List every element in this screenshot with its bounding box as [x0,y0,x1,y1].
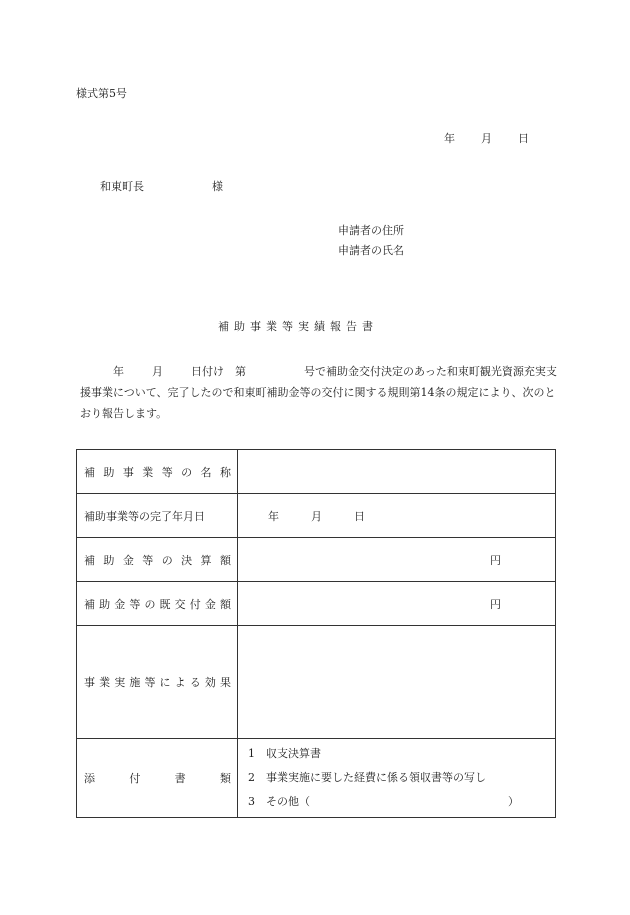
label-char: 等 [142,553,154,567]
label-char: よ [174,676,186,689]
label-char: 補 [84,553,95,567]
label-char: 事 [84,676,95,689]
label-char: 効 [204,676,216,689]
applicant-name-label: 申請者の氏名 [338,244,404,257]
attachment-item: 1 収支決算書 [248,747,321,760]
label-char: 算 [200,553,212,567]
label-char: 決 [181,553,193,567]
addressee-honorific: 様 [212,180,223,193]
value-settlement-amount[interactable] [238,538,556,582]
label-char: 助 [103,465,115,479]
label-char: 金 [114,597,126,611]
label-char: 額 [219,597,231,611]
date-month: 月 [481,132,492,145]
body-dated: 日付け 第 [191,365,246,378]
attach-char: 添 [84,772,95,785]
attachment-item: 2 事業実施に要した経費に係る領収書等の写し [248,771,486,784]
body-main-text: 号で補助金交付決定のあった和束町観光資源充実支援事業について、完了したので和東町補助金等の交付に関する規則第14条の規定により、次のとおり報告します。 [80,365,557,420]
label-char: 等 [144,676,156,689]
date-year: 年 [444,132,455,145]
label-char: 事 [122,465,134,479]
label-char: の [161,553,173,567]
value-completion-date[interactable] [238,494,556,538]
report-table [76,449,556,818]
table-row [77,450,556,494]
spread-label [84,464,237,480]
label-char: 補 [84,597,95,611]
value-paid-amount[interactable] [238,582,556,626]
value-attachments [238,739,556,818]
label-char: 既 [159,597,171,611]
attach-char: 書 [174,772,186,785]
form-number: 様式第5号 [76,87,127,100]
label-char: の [181,465,193,479]
label-char: 金 [204,597,216,611]
label-completion-date: 補助事業等の完了年月日 [77,494,238,538]
date-day: 日 [518,132,529,145]
label-char: 額 [219,553,231,567]
yen-unit: 円 [490,553,501,567]
spread-label [84,596,237,612]
label-char: 補 [84,465,95,479]
table-row [77,626,556,739]
label-paid-amount [77,582,238,626]
attach-char: 付 [129,772,141,785]
document-title: 補助事業等実績報告書 [218,320,378,333]
label-settlement-amount [77,538,238,582]
label-char: 等 [129,597,141,611]
label-char: 助 [103,553,115,567]
label-attachments [77,739,238,818]
label-char: 果 [219,676,231,689]
label-char: 付 [189,597,201,611]
label-char: に [159,676,171,689]
value-project-name[interactable] [238,450,556,494]
table-row [77,538,556,582]
body-month: 月 [152,365,163,378]
label-char: 名 [200,465,212,479]
label-char: 等 [161,465,173,479]
table-row [77,739,556,818]
label-char: 称 [219,465,231,479]
table-row [77,494,556,538]
attachment-item: 3 その他（ ） [248,795,519,808]
completion-month: 月 [311,509,322,523]
completion-year: 年 [268,509,279,523]
applicant-address-label: 申請者の住所 [338,224,404,237]
addressee-name: 和東町長 [100,180,144,193]
completion-day: 日 [354,509,365,523]
label-char: る [189,676,201,689]
label-char: 金 [122,553,134,567]
body-text [80,361,560,424]
spread-label [84,552,237,568]
label-char: 実 [114,676,126,689]
label-char: 業 [99,676,111,689]
label-char: 助 [99,597,111,611]
date-line [444,130,529,146]
yen-unit: 円 [490,597,501,611]
label-char: 交 [174,597,186,611]
table-row [77,582,556,626]
attach-char: 類 [219,772,231,785]
addressee [100,178,223,194]
body-year: 年 [113,365,124,378]
label-project-name [77,450,238,494]
spread-label [84,674,237,690]
value-effects[interactable] [238,626,556,739]
label-char: 業 [142,465,154,479]
label-char: 施 [129,676,141,689]
label-char: の [144,597,156,611]
label-effects [77,626,238,739]
